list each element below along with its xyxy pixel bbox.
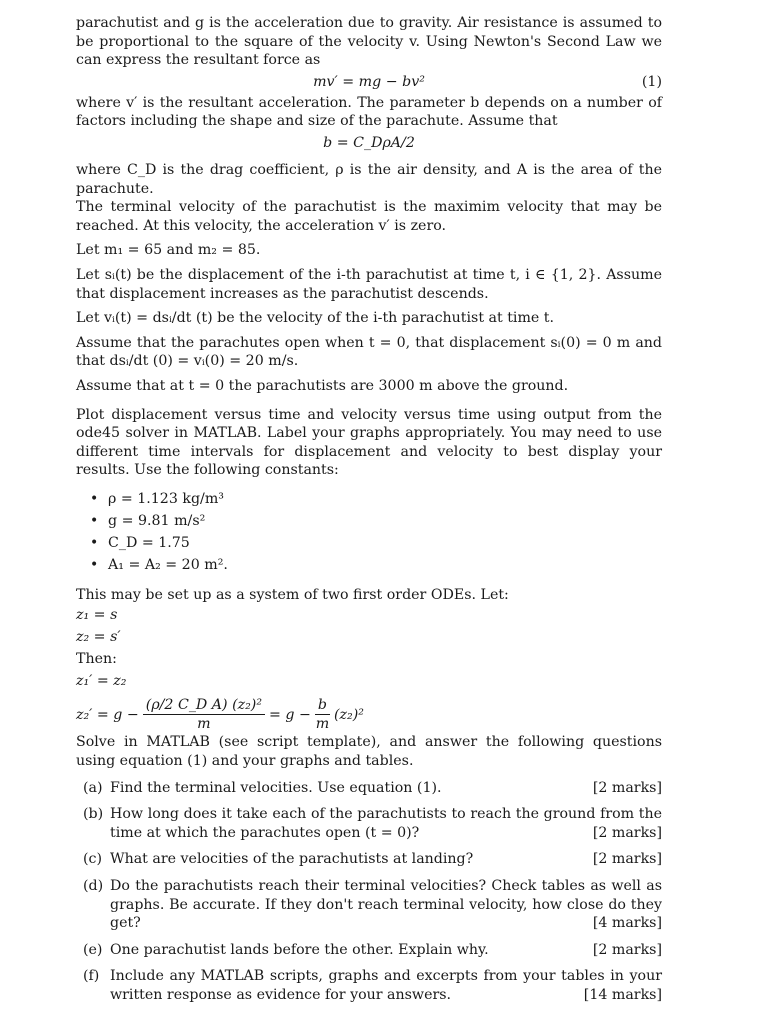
document-page [76, 14, 662, 1013]
question-text: Find the terminal velocities. Use equation (1). [110, 779, 442, 796]
equation-b [76, 131, 662, 155]
z2p-mid: = g − [269, 706, 311, 723]
question-marks: [4 marks] [592, 915, 662, 932]
question-label: (c) [83, 851, 103, 868]
z2p-fraction-2 [315, 696, 330, 733]
constant-g: • g = 9.81 m/s² [90, 510, 662, 532]
initial-conditions: Assume that the parachutes open when t = 0, that displacement sᵢ(0) = 0 m and that dsᵢ/dt (0) = vᵢ(0) = 20 m/s. [76, 334, 662, 370]
constants-list [90, 488, 662, 576]
z2-definition: z₂ = s′ [76, 629, 121, 646]
displacement-assumption: Let sᵢ(t) be the displacement of the i-th parachutist at time t, i ∈ {1, 2}. Assume that displacement increases as the parachutist descends. [76, 266, 662, 302]
z2p-fraction-1 [143, 696, 265, 733]
velocity-definition: Let vᵢ(t) = dsᵢ/dt (t) be the velocity of the i-th parachutist at time t. [76, 310, 555, 327]
acceleration-paragraph: where v′ is the resultant acceleration. The parameter b depends on a number of factors including the shape and size of the parachute. Assume that [76, 94, 662, 130]
constant-rho: • ρ = 1.123 kg/m³ [90, 488, 662, 510]
question-marks: [14 marks] [583, 987, 662, 1003]
z2p-denominator-1: m [197, 716, 211, 733]
height-assumption: Assume that at t = 0 the parachutists are 3000 m above the ground. [76, 377, 569, 394]
z2p-numerator-1: (ρ/2 C_D A) (z₂)² [143, 696, 265, 715]
question-label: (a) [83, 779, 103, 796]
z1-definition: z₁ = s [76, 607, 118, 624]
question-marks: [2 marks] [592, 851, 662, 868]
question-item [76, 779, 662, 798]
question-text: Do the parachutists reach their terminal velocities? Check tables as well as graphs. Be accurate. If they don't reach terminal velocity, how close do they get? [110, 878, 662, 932]
z2p-numerator-2: b [315, 696, 330, 715]
then-label: Then: [76, 651, 117, 668]
z2p-denominator-2: m [315, 716, 330, 733]
task-paragraph: Plot displacement versus time and velocity versus time using output from the ode45 solver in MATLAB. Label your graphs appropriately. You may need to use different time intervals for displacement and velocity to best display your results. Use the following constants: [76, 406, 662, 479]
drag-definition: where C_D is the drag coefficient, ρ is the air density, and A is the area of the parachute. [76, 161, 662, 197]
z2p-lhs: z₂′ = g − [76, 706, 139, 723]
question-text: How long does it take each of the parachutists to reach the ground from the time at which the parachutes open (t = 0)? [110, 806, 662, 841]
question-marks: [2 marks] [592, 941, 662, 958]
question-label: (f) [83, 968, 100, 985]
z2-derivative-equation [76, 696, 662, 733]
equation-1 [76, 70, 662, 94]
question-list [76, 779, 662, 1005]
question-text: One parachutist lands before the other. Explain why. [110, 941, 489, 958]
question-marks: [2 marks] [592, 779, 662, 796]
constant-cd: • C_D = 1.75 [90, 532, 662, 554]
intro-paragraph: parachutist and g is the acceleration due to gravity. Air resistance is assumed to be proportional to the square of the velocity v. Using Newton's Second Law we can express the resultant force as [76, 15, 662, 69]
equation-1-number: (1) [641, 73, 662, 90]
masses-assumption: Let m₁ = 65 and m₂ = 85. [76, 242, 261, 259]
equation-b-body: b = C_DρA/2 [323, 134, 415, 151]
question-label: (d) [83, 878, 104, 895]
solve-paragraph: Solve in MATLAB (see script template), and answer the following questions using equation (1) and your graphs and tables. [76, 734, 662, 770]
question-item [76, 877, 662, 933]
question-item [76, 805, 662, 842]
equation-1-body: mv′ = mg − bv² [313, 73, 425, 90]
z1-derivative: z₁′ = z₂ [76, 673, 127, 690]
system-intro: This may be set up as a system of two first order ODEs. Let: [76, 586, 509, 603]
question-text: What are velocities of the parachutists at landing? [110, 851, 474, 868]
question-item [76, 850, 662, 869]
question-text: Include any MATLAB scripts, graphs and excerpts from your tables in your written response as evidence for your answers. [110, 968, 662, 1003]
z2p-tail: (z₂)² [334, 706, 364, 723]
question-label: (b) [83, 806, 104, 823]
terminal-velocity-paragraph: The terminal velocity of the parachutist is the maximim velocity that may be reached. At this velocity, the acceleration v′ is zero. [76, 199, 662, 234]
question-item [76, 967, 662, 1004]
constant-area: • A₁ = A₂ = 20 m². [90, 554, 662, 576]
question-marks: [2 marks] [592, 824, 662, 841]
question-label: (e) [83, 941, 103, 958]
question-item [76, 941, 662, 960]
